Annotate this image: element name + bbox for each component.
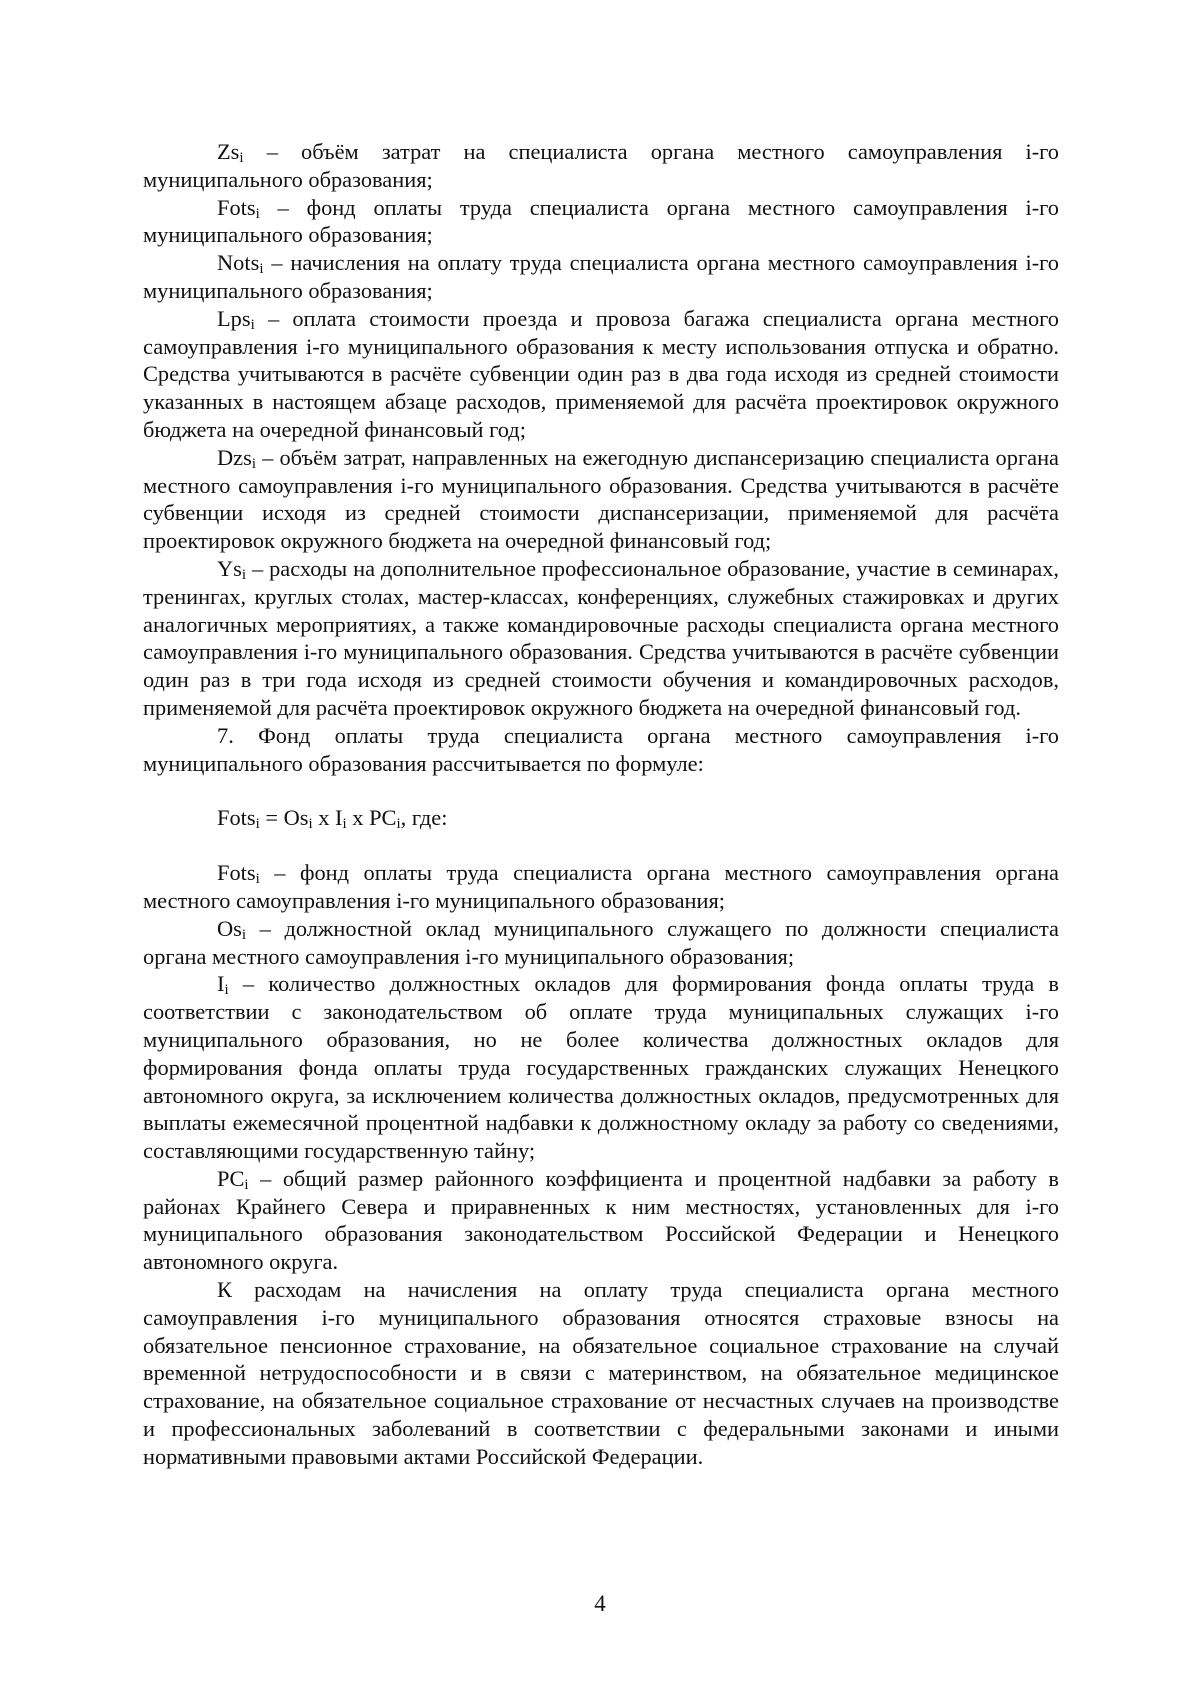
paragraph-lps: Lps$_i$ – оплата стоимости проезда и провоза багажа специалиста органа местного самоуправления i-го муниципального образования к месту использования отпуска и обратно. Средства учитываются в расчёте субвенции один раз в два года исходя из средней стоимости указанных в настоящем абзаце расходов, применяемой для расчёта проектировок окружного бюджета на очередной финансовый год; (143, 305, 1059, 442)
paragraph-fots: Fots$_i$ – фонд оплаты труда специалиста органа местного самоуправления i-го муниципального образования; (143, 194, 1059, 248)
paragraph-ys: $Ys_i$ – расходы на дополнительное профессиональное образование, участие в семинарах, тренингах, круглых столах, мастер-классах, конференциях, служебных стажировках и других аналогичных мероприятиях, а также командировочные расходы специалиста органа местного самоуправления i-го муниципального образования. Средства учитываются в расчёте субвенции один раз в три года исходя из средней стоимости обучения и командировочных расходов, применяемой для расчёта проектировок окружного бюджета на очередной финансовый год. (143, 555, 1059, 720)
paragraph-dzs: Dzs$_i$ – объём затрат, направленных на ежегодную диспансеризацию специалиста органа местного самоуправления i-го муниципального образования. Средства учитываются в расчёте субвенции исходя из средней стоимости диспансеризации, применяемой для расчёта проектировок окружного бюджета на очередной финансовый год; (143, 444, 1059, 554)
paragraph-zs: $Zs_i$ – объём затрат на специалиста органа местного самоуправления i-го муниципального образования; (143, 139, 1059, 192)
formula-fots: Fots$_i$ = $Os_i$ x $I_i$ x $PC_i$, где: (217, 805, 448, 833)
definition-os: $Os_i$ – должностной оклад муниципального служащего по должности специалиста органа местного самоуправления i-го муниципального образования; (143, 915, 1059, 969)
paragraph-item-7: 7. Фонд оплаты труда специалиста органа местного самоуправления i-го муниципального образования рассчитывается по формуле: (143, 722, 1059, 776)
paragraph-nots: Nots$_i$ – начисления на оплату труда специалиста органа местного самоуправления i-го муниципального образования; (143, 250, 1059, 303)
paragraph-accruals: К расходам на начисления на оплату труда специалиста органа местного самоуправления i-го муниципального образования относятся страховые взносы на обязательное пенсионное страхование, на обязательное социальное страхование на случай временной нетрудоспособности и в связи с материнством, на обязательное медицинское страхование, на обязательное социальное страхование от несчастных случаев на производстве и профессиональных заболеваний в соответствии с федеральными законами и иными нормативными правовыми актами Российской Федерации. (143, 1277, 1059, 1469)
definition-pc: $PC_i$ – общий размер районного коэффициента и процентной надбавки за работу в районах Крайнего Севера и приравненных к ним местностях, установленных для i-го муниципального образования законодательством Российской Федерации и Ненецкого автономного округа. (143, 1165, 1059, 1275)
definition-fots: Fots$_i$ – фонд оплаты труда специалиста органа местного самоуправления органа местного самоуправления i-го муниципального образования; (143, 860, 1059, 913)
definition-i: $I_i$ – количество должностных окладов для формирования фонда оплаты труда в соответствии с законодательством об оплате труда муниципальных служащих i-го муниципального образования, но не более количества должностных окладов для формирования фонда оплаты труда государственных гражданских служащих Ненецкого автономного округа, за исключением количества должностных окладов, предусмотренных для выплаты ежемесячной процентной надбавки к должностному окладу за работу со сведениями, составляющими государственную тайну; (143, 971, 1059, 1164)
page-number: 4 (594, 1591, 606, 1616)
document-body (143, 138, 1059, 1471)
